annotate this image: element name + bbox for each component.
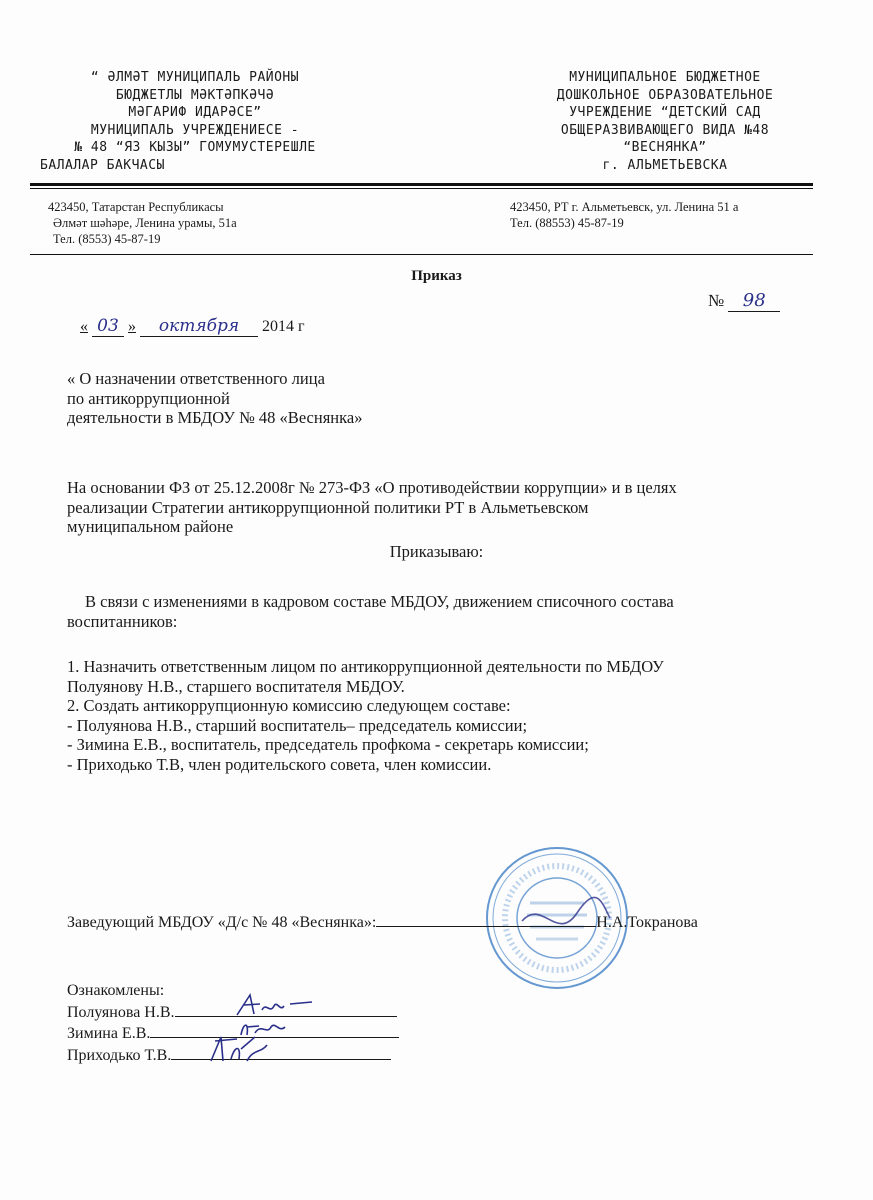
basis-line: муниципальном районе <box>67 517 234 536</box>
acknowledged-person: Полуянова Н.В. <box>67 1003 175 1021</box>
subject-line: по антикоррупционной <box>67 388 230 408</box>
header-right-line: МУНИЦИПАЛЬНОЕ БЮДЖЕТНОЕ <box>569 70 761 85</box>
acknowledged-row <box>67 1045 399 1067</box>
header-right-line: “ВЕСНЯНКА” <box>623 140 707 155</box>
header-left-line: “ ӘЛМӘТ МУНИЦИПАЛЬ РАЙОНЫ <box>90 70 300 85</box>
address-right <box>510 199 738 231</box>
header-rule-thick <box>30 183 813 186</box>
address-left <box>48 199 237 247</box>
reason-line: воспитанников: <box>67 611 178 631</box>
director-name: Н.А.Токранова <box>596 914 698 931</box>
header-right-line: ДОШКОЛЬНОЕ ОБРАЗОВАТЕЛЬНОЕ <box>556 87 774 103</box>
order-word: Приказываю: <box>389 542 484 561</box>
header-right-block <box>500 69 830 174</box>
address-rule <box>30 254 813 255</box>
header-rule-thin <box>30 188 813 189</box>
address-right-line: 423450, РТ г. Альметьевск, ул. Ленина 51 а <box>510 200 739 214</box>
acknowledged-block <box>67 981 399 1066</box>
acknowledged-row <box>67 1002 399 1024</box>
date-open-quote: « <box>80 318 88 335</box>
date-close-quote: » <box>128 318 136 335</box>
header-left-line: МӘГАРИФ ИДАРӘСЕ” <box>128 105 262 120</box>
handwritten-signature <box>207 1031 287 1065</box>
order-items <box>67 657 827 774</box>
address-left-line: Әлмәт шәһәре, Ленина урамы, 51а <box>53 216 237 230</box>
acknowledged-person: Зимина Е.В. <box>67 1025 151 1042</box>
order-item-line: - Полуянова Н.В., старший воспитатель– председатель комиссии; <box>67 715 528 735</box>
order-number <box>708 290 780 312</box>
date-month: октября <box>140 316 258 337</box>
header-left-block <box>30 69 360 174</box>
address-left-line: 423450, Татарстан Республикасы <box>48 200 224 214</box>
order-date <box>80 316 305 337</box>
reason-paragraph <box>67 592 674 631</box>
basis-line: реализации Стратегии антикоррупционной политики РТ в Альметьевском <box>67 497 589 517</box>
basis-paragraph <box>67 478 827 537</box>
date-year: 2014 г <box>262 318 305 335</box>
date-day: 03 <box>92 316 124 337</box>
basis-line: На основании ФЗ от 25.12.2008г № 273-ФЗ «О противодействии коррупции» и в целях <box>67 478 677 497</box>
header-left-line: БЮДЖЕТЛЫ МӘКТӘПКӘЧӘ <box>115 87 275 103</box>
header-left-line: № 48 “ЯЗ КЫЗЫ” ГОМУМУСТЕРЕШЛЕ <box>74 140 316 155</box>
subject-line: деятельности в МБДОУ № 48 «Веснянка» <box>67 408 363 427</box>
order-item-line: - Зимина Е.В., воспитатель, председатель профкома - секретарь комиссии; <box>67 735 589 754</box>
order-item-line: Полуянову Н.В., старшего воспитателя МБДОУ. <box>67 676 405 696</box>
address-right-line: Тел. (88553) 45-87-19 <box>510 216 624 230</box>
header-right-line: УЧРЕЖДЕНИЕ “ДЕТСКИЙ САД <box>569 105 761 120</box>
acknowledged-heading: Ознакомлены: <box>67 982 165 999</box>
order-subject <box>67 369 362 428</box>
acknowledged-person: Приходько Т.В. <box>67 1046 172 1064</box>
header-right-line: ОБЩЕРАЗВИВАЮЩЕГО ВИДА №48 <box>560 122 770 138</box>
header-left-line: БАЛАЛАР БАКЧАСЫ <box>40 157 165 173</box>
director-signature-blank <box>376 912 596 927</box>
director-position: Заведующий МБДОУ «Д/с № 48 «Веснянка»: <box>67 914 377 931</box>
order-number-value: 98 <box>728 290 780 312</box>
address-left-line: Тел. (8553) 45-87-19 <box>53 232 161 246</box>
header-left-line: МУНИЦИПАЛЬ УЧРЕЖДЕНИЕСЕ - <box>90 122 300 138</box>
order-item-line: 1. Назначить ответственным лицом по антикоррупционной деятельности по МБДОУ <box>67 657 664 676</box>
subject-line: « О назначении ответственного лица <box>67 369 325 388</box>
order-number-label: № <box>708 291 725 310</box>
header-right-line: г. АЛЬМЕТЬЕВСКА <box>602 157 728 173</box>
document-title: Приказ <box>411 268 462 284</box>
order-item-line: 2. Создать антикоррупционную комиссию следующем составе: <box>67 696 511 715</box>
reason-line: В связи с изменениями в кадровом составе МБДОУ, движением списочного состава <box>85 592 674 611</box>
director-signature-line <box>67 912 698 932</box>
order-item-line: - Приходько Т.В, член родительского совета, член комиссии. <box>67 754 492 774</box>
